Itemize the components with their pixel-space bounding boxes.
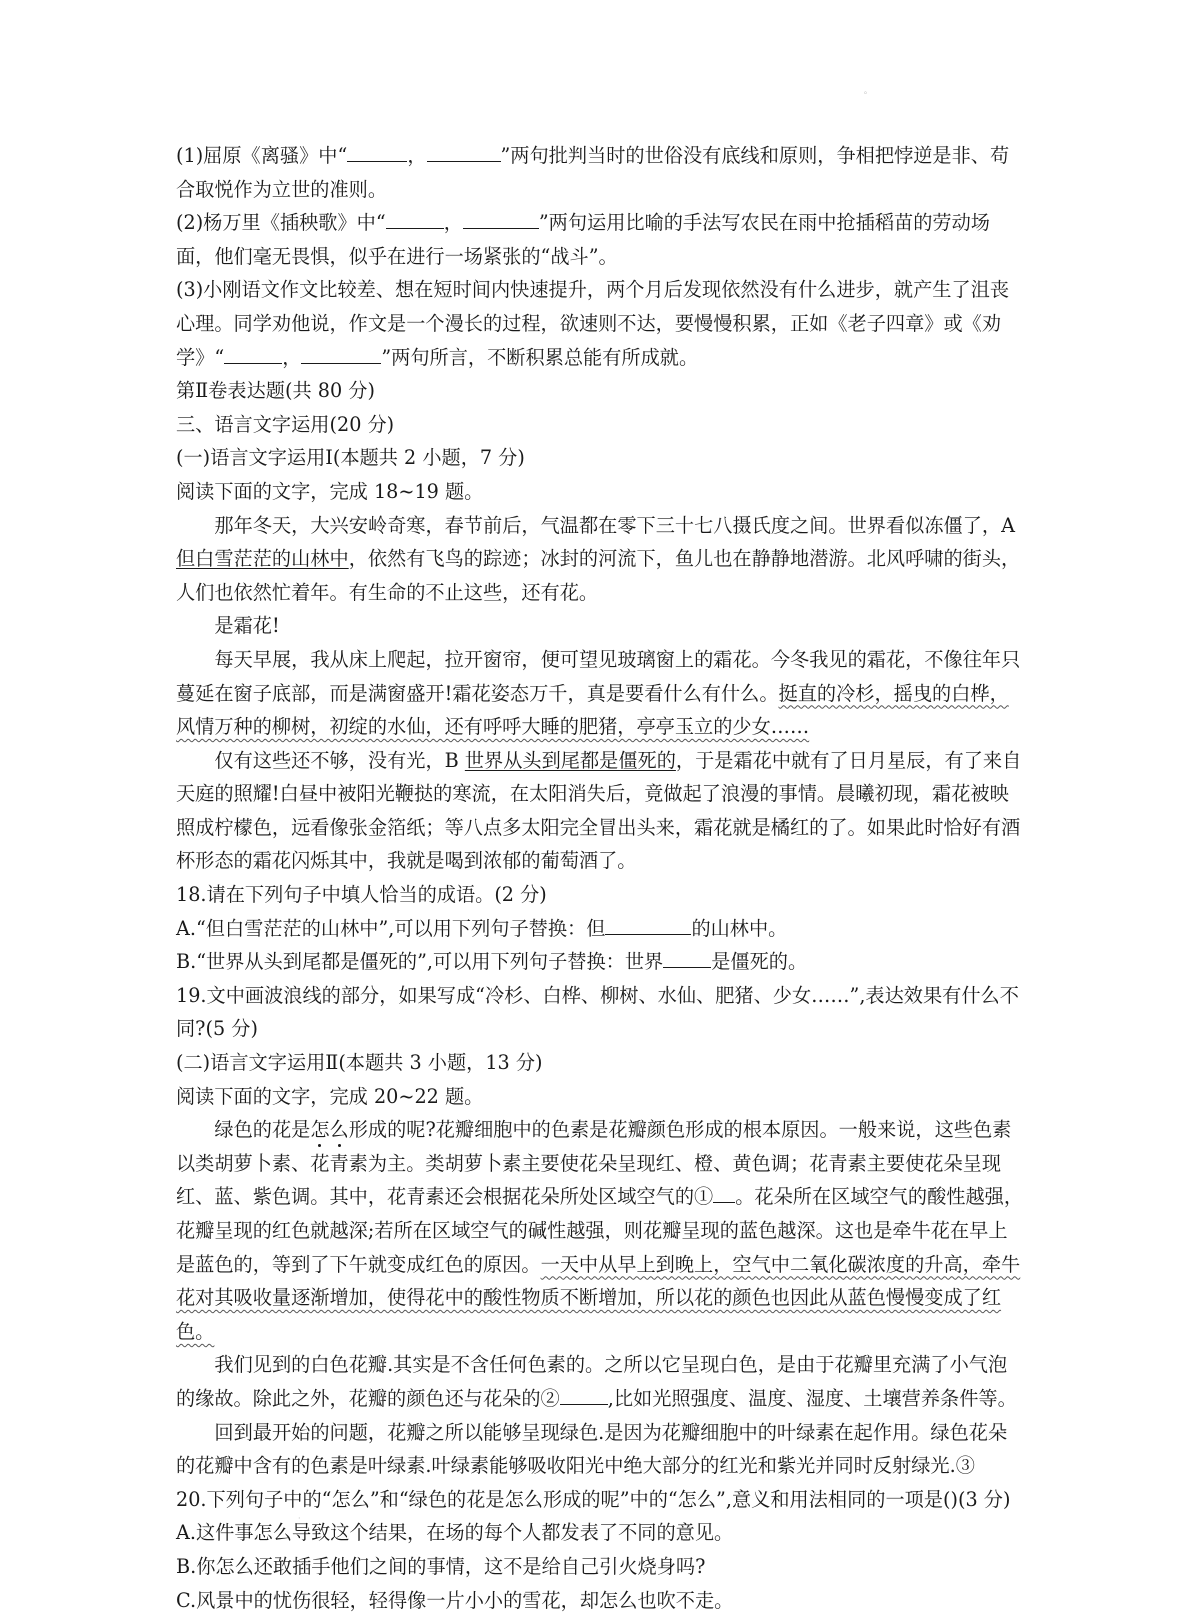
q18-a-text-1: A.“但白雪茫茫的山林中”,可以用下列句子替换：但 [176, 916, 606, 940]
q2-text-b: ”两句运用比喻的手法写农民在雨中抢插稻苗的劳动场面，他们毫无畏惧，似乎在进行一场紧张的“战斗”。 [176, 211, 990, 268]
pass1-p1-text-b: ，依然有飞鸟的踪迹；冰封的河流下，鱼儿也在静静地潜游。北风呼啸的街头，人们也依然忙着年。有生命的不止这些，还有花。 [176, 547, 1021, 604]
q3-blank-1[interactable] [224, 342, 282, 363]
question-18-option-b [176, 945, 1026, 979]
pass2-p2-text-b: ,比如光照强度、温度、湿度、土壤营养条件等。 [607, 1386, 1017, 1410]
q2-comma: ， [443, 211, 463, 235]
passage-2-paragraph-2 [176, 1348, 1026, 1415]
pass2-p2-text-a: 我们见到的白色花瓣.其实是不含任何色素的。之所以它呈现白色，是由于花瓣里充满了小气泡的缘故。除此之外，花瓣的颜色还与花朵的② [176, 1353, 1008, 1410]
section-2-heading: 第Ⅱ卷表达题(共 80 分) [176, 379, 375, 403]
part-1-instruction: 阅读下面的文字，完成 18~19 题。 [176, 479, 484, 503]
q3-text-b: ”两句所言，不断积累总能有所成就。 [381, 345, 699, 369]
pass2-p1-text-a: 绿色的花是 [214, 1118, 311, 1142]
top-mark: 。 [864, 86, 872, 95]
q18-a-text-2: 的山林中。 [691, 916, 788, 940]
wavy-underlined-sentence-1: 挺直的冷杉，摇曳的白桦，风情万种的柳树，初绽的水仙，还有呼呼大睡的肥猪，亭亭玉立的少女…… [176, 681, 1009, 739]
q3-comma: ， [282, 345, 302, 369]
q2-blank-1[interactable] [386, 208, 444, 229]
question-20-stem: 20.下列句子中的“怎么”和“绿色的花是怎么形成的呢”中的“怎么”,意义和用法相同的一项是()(3 分) [176, 1487, 1011, 1511]
q1-text-b: ”两句批判当时的世俗没有底线和原则，争相把悖逆是非、苟合取悦作为立世的准则。 [176, 144, 1010, 201]
pass1-p4-text-b: ，于是霜花中就有了日月星辰，有了来自天庭的照耀!白昼中被阳光鞭挞的寒流，在太阳消失后，竟做起了浪漫的事情。晨曦初现，霜花被映照成柠檬色，远看像张金箔纸；等八点多太阳完全冒出头来，霜花就是橘红的了。如果此时恰好有酒杯形态的霜花闪烁其中，我就是喝到浓郁的葡萄酒了。 [176, 748, 1022, 873]
underlined-phrase-a: 但白雪茫茫的山林中 [176, 547, 349, 571]
q1-text-a: (1)屈原《离骚》中“ [176, 144, 348, 167]
q18-b-text-1: B.“世界从头到尾都是僵死的”,可以用下列句子替换：世界 [176, 950, 664, 974]
q18-b-text-2: 是僵死的。 [711, 950, 808, 974]
section-3-heading: 三、语言文字运用(20 分) [176, 412, 395, 436]
q18-a-blank[interactable] [605, 914, 691, 935]
passage-1-paragraph-1 [176, 509, 1026, 610]
question-18-stem: 18.请在下列句子中填人恰当的成语。(2 分) [176, 883, 547, 907]
question-1 [176, 139, 1026, 206]
part-2-instruction: 阅读下面的文字，完成 20~22 题。 [176, 1084, 484, 1108]
q1-comma: ， [407, 144, 427, 167]
passage-1-paragraph-2: 是霜花! [214, 614, 280, 638]
passage-1-paragraph-4 [176, 744, 1026, 878]
question-20-option-b: B.你怎么还敢插手他们之间的事情，这不是给自己引火烧身吗? [176, 1554, 706, 1578]
q2-blank-2[interactable] [463, 208, 539, 229]
blank-2[interactable] [560, 1384, 608, 1405]
question-19: 19.文中画波浪线的部分，如果写成“冷杉、白桦、柳树、水仙、肥猪、少女……”,表达效果有什么不同?(5 分) [176, 983, 1019, 1041]
part-1-title: (一)语言文字运用Ⅰ(本题共 2 小题，7 分) [176, 446, 525, 470]
underlined-phrase-b: 世界从头到尾都是僵死的 [464, 748, 676, 772]
question-18-option-a [176, 912, 1026, 946]
q1-blank-2[interactable] [427, 141, 501, 162]
passage-1-paragraph-3 [176, 643, 1026, 744]
pass2-p1-text-b: 形成的呢?花瓣细胞中的色素是花瓣颜色形成的根本原因。一般来说，这些色素以类胡萝卜素、花青素为主。类胡萝卜素主要使花朵呈现红、橙、黄色调；花青素主要使花朵呈现红、蓝、紫色调。其中，花青素还会根据花朵所处区域空气的① [176, 1118, 1012, 1209]
emphasis-dot-char-1: 怎 [310, 1118, 330, 1142]
question-20-option-a: A.这件事怎么导致这个结果，在场的每个人都发表了不同的意见。 [176, 1521, 734, 1545]
bottom-mark: · [298, 1514, 301, 1523]
q18-b-blank[interactable] [663, 947, 711, 968]
q3-text-a: (3)小刚语文作文比较差、想在短时间内快速提升，两个月后发现依然没有什么进步，就产生了沮丧心理。同学劝他说，作文是一个漫长的过程，欲速则不达，要慢慢积累，正如《老子四章》或《劝学》“ [176, 278, 1010, 369]
question-20-option-c: C.风景中的忧伤很轻，轻得像一片小小的雪花，却怎么也吹不走。 [176, 1588, 734, 1612]
pass1-p3-text: 每天早展，我从床上爬起，拉开窗帘，便可望见玻璃窗上的霜花。今冬我见的霜花，不像往年只蔓延在窗子底部，而是满窗盛开!霜花姿态万千，真是要看什么有什么。 [176, 647, 1021, 705]
passage-2-paragraph-3: 回到最开始的问题，花瓣之所以能够呈现绿色.是因为花瓣细胞中的叶绿素在起作用。绿色花朵的花瓣中含有的色素是叶绿素.叶绿素能够吸收阳光中绝大部分的红光和紫光并同时反射绿光.③ [176, 1420, 1008, 1478]
q2-text-a: (2)杨万里《插秧歌》中“ [176, 211, 386, 235]
question-3 [176, 273, 1026, 374]
exam-page [176, 139, 1026, 1617]
passage-2-paragraph-1 [176, 1113, 1026, 1348]
emphasis-dot-char-2: 么 [329, 1118, 349, 1142]
pass1-p4-text-a: 仅有这些还不够，没有光，B [214, 748, 465, 772]
q3-blank-2[interactable] [301, 342, 381, 363]
pass2-p1-text-c: 。花朵所在区域空气的酸性越强，花瓣呈现的红色就越深;若所在区域空气的碱性越强，则花瓣呈现的蓝色越深。这也是牵牛花在早上是蓝色的，等到了下午就变成红色的原因。 [176, 1185, 1024, 1276]
blank-1[interactable] [713, 1182, 735, 1203]
question-2 [176, 206, 1026, 273]
wavy-underlined-sentence-2: 一天中从早上到晚上，空气中二氧化碳浓度的升高，牵牛花对其吸收量逐渐增加，使得花中的酸性物质不断增加，所以花的颜色也因此从蓝色慢慢变成了红色。 [176, 1252, 1021, 1343]
part-2-title: (二)语言文字运用Ⅱ(本题共 3 小题，13 分) [176, 1051, 543, 1075]
q1-blank-1[interactable] [347, 141, 407, 162]
pass1-p1-text-a: 那年冬天，大兴安岭奇寒，春节前后，气温都在零下三十七八摄氏度之间。世界看似冻僵了，A [214, 513, 1015, 537]
